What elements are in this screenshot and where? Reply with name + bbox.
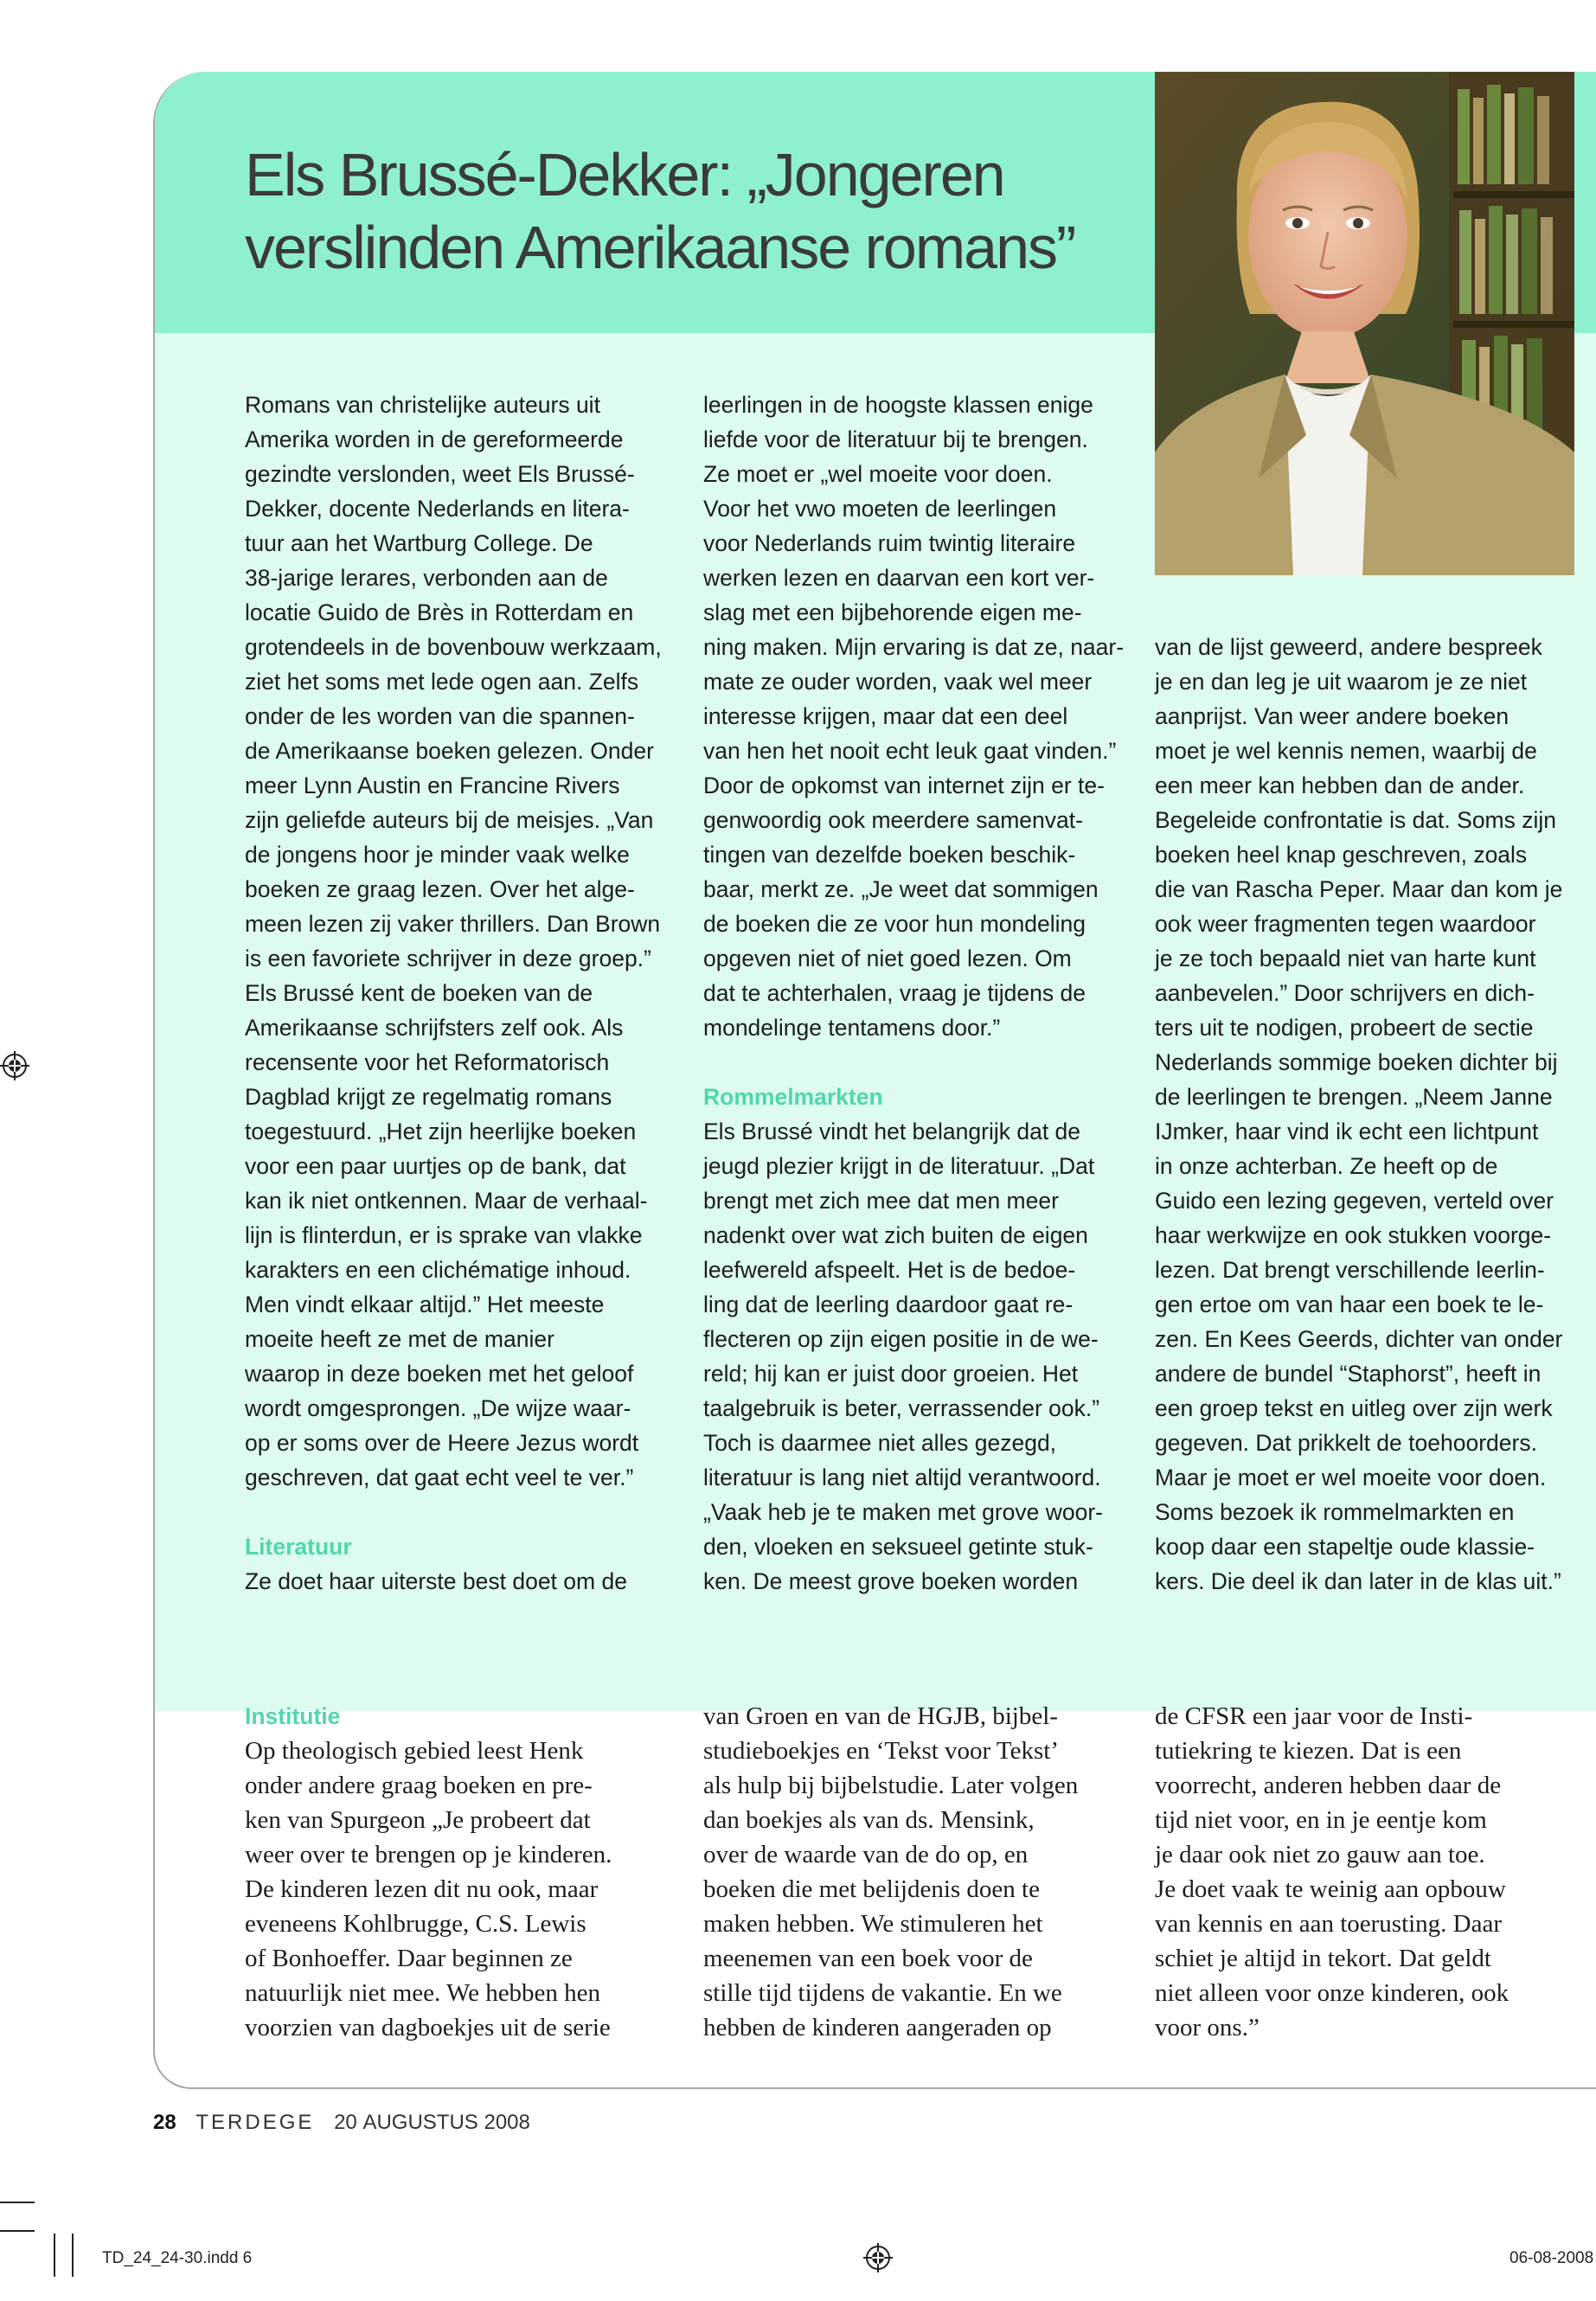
spacer <box>245 1495 695 1529</box>
col1-line: karakters en een clichématige inhoud. <box>245 1257 631 1283</box>
col3-line: moet je wel kennis nemen, waarbij de <box>1155 738 1537 764</box>
col1-line: meer Lynn Austin en Francine Rivers <box>245 772 620 798</box>
text-column-2 <box>703 388 1153 1599</box>
col3-line: aanbevelen.” Door schrijvers en dich- <box>1155 980 1535 1006</box>
title-line-1: Els Brussé-Dekker: „Jongeren <box>245 141 1004 208</box>
col3-line: een meer kan hebben dan de ander. <box>1155 772 1525 798</box>
col2-line: baar, merkt ze. „Je weet dat sommigen <box>703 876 1099 902</box>
col3-line: die van Rascha Peper. Maar dan kom je <box>1155 876 1563 902</box>
col1-line: op er soms over de Heere Jezus wordt <box>245 1430 639 1456</box>
col3-line: zen. En Kees Geerds, dichter van onder <box>1155 1326 1563 1352</box>
col1-line: de Amerikaanse boeken gelezen. Onder <box>245 738 654 764</box>
col1-line: locatie Guido de Brès in Rotterdam en <box>245 599 634 625</box>
sidebar-line: weer over te brengen op je kinderen. <box>245 1841 612 1868</box>
col3-line: ters uit te nodigen, probeert de sectie <box>1155 1015 1534 1041</box>
col2-line: Ze moet er „wel moeite voor doen. <box>703 461 1053 487</box>
sidebar-line: tijd niet voor, en in je eentje kom <box>1155 1806 1487 1834</box>
col2-line: tingen van dezelfde boeken beschik- <box>703 842 1076 868</box>
col1-line: de jongens hoor je minder vaak welke <box>245 842 630 868</box>
col2-line: slag met een bijbehorende eigen me- <box>703 599 1082 625</box>
col1-line: is een favoriete schrijver in deze groep.” <box>245 945 651 971</box>
col3-line: Maar je moet er wel moeite voor doen. <box>1155 1465 1547 1490</box>
col1-line: geschreven, dat gaat echt veel te ver.” <box>245 1465 634 1490</box>
col1-line: 38-jarige lerares, verbonden aan de <box>245 565 608 591</box>
sidebar-line: boeken die met belijdenis doen te <box>703 1875 1040 1903</box>
sidebar-line: Op theologisch gebied leest Henk <box>245 1737 584 1765</box>
sidebar-line: hebben de kinderen aangeraden op <box>703 2014 1052 2041</box>
sidebar-line: je daar ook niet zo gauw aan toe. <box>1155 1841 1485 1868</box>
col2-line: van hen het nooit echt leuk gaat vinden.” <box>703 738 1117 764</box>
col1-line: ziet het soms met lede ogen aan. Zelfs <box>245 669 639 695</box>
col3-line: Soms bezoek ik rommelmarkten en <box>1155 1499 1515 1525</box>
col2-line: jeugd plezier krijgt in de literatuur. „Dat <box>703 1153 1095 1179</box>
col2-line: taalgebruik is beter, verrassender ook.” <box>703 1395 1100 1421</box>
col1-line: meen lezen zij vaker thrillers. Dan Brown <box>245 911 661 937</box>
col2-line: werken lezen en daarvan een kort ver- <box>703 565 1095 591</box>
sidebar-line: voorrecht, anderen hebben daar de <box>1155 1772 1502 1799</box>
col1-line: tuur aan het Wartburg College. De <box>245 530 593 556</box>
col2-line: ning maken. Mijn ervaring is dat ze, naar- <box>703 634 1125 660</box>
text-column-1 <box>245 388 695 1599</box>
registration-mark-icon <box>0 1051 29 1080</box>
col2-line: „Vaak heb je te maken met grove woor- <box>703 1499 1104 1525</box>
col1-line: boeken ze graag lezen. Over het alge- <box>245 876 635 902</box>
text-column-3 <box>1155 630 1587 1599</box>
portrait-photo <box>1155 72 1574 575</box>
sidebar-line: als hulp bij bijbelstudie. Later volgen <box>703 1772 1079 1799</box>
col3-line: haar werkwijze en ook stukken voorge- <box>1155 1222 1552 1248</box>
sidebar-line: onder andere graag boeken en pre- <box>245 1772 593 1799</box>
sidebar-line: schiet je altijd in tekort. Dat geldt <box>1155 1945 1491 1972</box>
col1-line: waarop in deze boeken met het geloof <box>245 1361 634 1387</box>
col2-line: den, vloeken en seksueel getinte stuk- <box>703 1534 1093 1560</box>
title-line-2: verslinden Amerikaanse romans” <box>245 214 1075 281</box>
col2-line: flecteren op zijn eigen positie in de we- <box>703 1326 1099 1352</box>
subhead-literatuur: Literatuur <box>245 1534 352 1560</box>
sidebar-column-2 <box>703 1699 1153 2045</box>
sidebar-line: dan boekjes als van ds. Mensink, <box>703 1806 1035 1834</box>
col1-line: onder de les worden van die spannen- <box>245 703 635 729</box>
col1-line: Amerika worden in de gereformeerde <box>245 426 624 452</box>
sidebar-line: eveneens Kohlbrugge, C.S. Lewis <box>245 1910 586 1938</box>
sidebar-line: de CFSR een jaar voor de Insti- <box>1155 1702 1473 1730</box>
col3-line: koop daar een stapeltje oude klassie- <box>1155 1534 1535 1560</box>
subhead-rommelmarkten: Rommelmarkten <box>703 1084 883 1110</box>
col2-line: mondelinge tentamens door.” <box>703 1015 1001 1041</box>
sidebar-line: van Groen en van de HGJB, bijbel- <box>703 1702 1058 1730</box>
col3-line: gen ertoe om van haar een boek te le- <box>1155 1292 1544 1317</box>
col2-line: ling dat de leerling daardoor gaat re- <box>703 1292 1074 1317</box>
col2-line: nadenkt over wat zich buiten de eigen <box>703 1222 1088 1248</box>
col3-line: je ze toch bepaald niet van harte kunt <box>1155 945 1536 971</box>
col3-line: de leerlingen te brengen. „Neem Janne <box>1155 1084 1553 1110</box>
issue-year: 2008 <box>484 2111 530 2134</box>
col2-line: dat te achterhalen, vraag je tijdens de <box>703 980 1086 1006</box>
col2-line: reld; hij kan er juist door groeien. Het <box>703 1361 1079 1387</box>
col2-line: genwoordig ook meerdere samenvat- <box>703 807 1083 833</box>
page-number: 28 <box>153 2111 176 2134</box>
col3-line: gegeven. Dat prikkelt de toehoorders. <box>1155 1430 1537 1456</box>
col1-line: grotendeels in de bovenbouw werkzaam, <box>245 634 662 660</box>
col2-line: Door de opkomst van internet zijn er te- <box>703 772 1105 798</box>
col1-line: lijn is flinterdun, er is sprake van vlakke <box>245 1222 643 1248</box>
sidebar-line: voor ons.” <box>1155 2014 1259 2041</box>
crop-mark <box>54 2234 55 2277</box>
col3-line: boeken heel knap geschreven, zoals <box>1155 842 1528 868</box>
col2-line: voor Nederlands ruim twintig literaire <box>703 530 1076 556</box>
sidebar-column-1 <box>245 1699 695 2045</box>
col2-line: brengt met zich mee dat men meer <box>703 1188 1059 1214</box>
sidebar-line: maken hebben. We stimuleren het <box>703 1910 1043 1938</box>
slug-file: TD_24_24-30.indd 6 <box>102 2249 253 2267</box>
col2-line: literatuur is lang niet altijd verantwoord. <box>703 1465 1101 1490</box>
crop-mark <box>0 2202 35 2203</box>
magazine-name: TERDEGE <box>195 2111 315 2134</box>
slug-date: 06-08-2008 <box>1509 2249 1594 2267</box>
registration-mark-icon <box>863 2243 893 2272</box>
subhead-institutie: Institutie <box>245 1703 341 1729</box>
issue-month: AUGUSTUS <box>362 2111 478 2134</box>
col3-line: Begeleide confrontatie is dat. Soms zijn <box>1155 807 1557 833</box>
crop-mark <box>72 2234 74 2277</box>
col2-line: opgeven niet of niet goed lezen. Om <box>703 945 1072 971</box>
col1-line: Els Brussé kent de boeken van de <box>245 980 593 1006</box>
col3-line: van de lijst geweerd, andere bespreek <box>1155 634 1542 660</box>
col2-line: interesse krijgen, maar dat een deel <box>703 703 1068 729</box>
sidebar-line: meenemen van een boek voor de <box>703 1945 1033 1972</box>
sidebar-column-3 <box>1155 1699 1587 2045</box>
col1-line: wordt omgesprongen. „De wijze waar- <box>245 1395 631 1421</box>
col3-line: andere de bundel “Staphorst”, heeft in <box>1155 1361 1542 1387</box>
col2-line: de boeken die ze voor hun mondeling <box>703 911 1086 937</box>
col1-line: gezindte verslonden, weet Els Brussé- <box>245 461 635 487</box>
col3-line: lezen. Dat brengt verschillende leerlin- <box>1155 1257 1545 1283</box>
col1-line: zijn geliefde auteurs bij de meisjes. „Van <box>245 807 654 833</box>
col3-line: Guido een lezing gegeven, verteld over <box>1155 1188 1554 1214</box>
col1-line: Romans van christelijke auteurs uit <box>245 392 600 418</box>
sidebar-line: of Bonhoeffer. Daar beginnen ze <box>245 1945 573 1972</box>
col2-line: leerlingen in de hoogste klassen enige <box>703 392 1093 418</box>
sidebar-line: stille tijd tijdens de vakantie. En we <box>703 1979 1062 2007</box>
col3-line: IJmker, haar vind ik echt een lichtpunt <box>1155 1118 1539 1144</box>
col3-line: kers. Die deel ik dan later in de klas uit.” <box>1155 1568 1561 1594</box>
col1-line: Ze doet haar uiterste best doet om de <box>245 1568 627 1594</box>
col3-line: ook weer fragmenten tegen waardoor <box>1155 911 1536 937</box>
sidebar-line: over de waarde van de do op, en <box>703 1841 1029 1868</box>
col2-line: Voor het vwo moeten de leerlingen <box>703 496 1057 522</box>
col2-line: Toch is daarmee niet alles gezegd, <box>703 1430 1057 1456</box>
sidebar-line: ken van Spurgeon „Je probeert dat <box>245 1806 591 1834</box>
col1-line: Dagblad krijgt ze regelmatig romans <box>245 1084 612 1110</box>
col1-line: Amerikaanse schrijfsters zelf ook. Als <box>245 1015 624 1041</box>
crop-mark <box>0 2230 35 2232</box>
col3-line: in onze achterban. Ze heeft op de <box>1155 1153 1498 1179</box>
col1-line: recensente voor het Reformatorisch <box>245 1049 610 1075</box>
col1-line: moeite heeft ze met de manier <box>245 1326 554 1352</box>
article-title <box>245 138 1110 284</box>
col1-line: toegestuurd. „Het zijn heerlijke boeken <box>245 1118 637 1144</box>
sidebar-line: Je doet vaak te weinig aan opbouw <box>1155 1875 1506 1903</box>
sidebar-line: van kennis en aan toerusting. Daar <box>1155 1910 1503 1938</box>
sidebar-line: voorzien van dagboekjes uit de serie <box>245 2014 611 2041</box>
col1-line: Dekker, docente Nederlands en litera- <box>245 496 630 522</box>
col1-line: voor een paar uurtjes op de bank, dat <box>245 1153 626 1179</box>
col3-line: je en dan leg je uit waarom je ze niet <box>1155 669 1528 695</box>
issue-day: 20 <box>334 2111 357 2134</box>
col1-line: kan ik niet ontkennen. Maar de verhaal- <box>245 1188 648 1214</box>
sidebar-line: De kinderen lezen dit nu ook, maar <box>245 1875 599 1903</box>
sidebar-line: tutiekring te kiezen. Dat is een <box>1155 1737 1462 1765</box>
col2-line: Els Brussé vindt het belangrijk dat de <box>703 1118 1081 1144</box>
sidebar-line: niet alleen voor onze kinderen, ook <box>1155 1979 1509 2007</box>
sidebar-line: studieboekjes en ‘Tekst voor Tekst’ <box>703 1737 1059 1765</box>
col2-line: ken. De meest grove boeken worden <box>703 1568 1079 1594</box>
col3-line: aanprijst. Van weer andere boeken <box>1155 703 1509 729</box>
col3-line: een groep tekst en uitleg over zijn werk <box>1155 1395 1553 1421</box>
col2-line: liefde voor de literatuur bij te brengen. <box>703 426 1088 452</box>
col3-line: Nederlands sommige boeken dichter bij <box>1155 1049 1558 1075</box>
spacer <box>703 1045 1153 1080</box>
page-folio <box>153 2111 530 2135</box>
sidebar-line: natuurlijk niet mee. We hebben hen <box>245 1979 601 2007</box>
col2-line: leefwereld afspeelt. Het is de bedoe- <box>703 1257 1076 1283</box>
col1-line: Men vindt elkaar altijd.” Het meeste <box>245 1292 605 1317</box>
col2-line: mate ze ouder worden, vaak wel meer <box>703 669 1093 695</box>
